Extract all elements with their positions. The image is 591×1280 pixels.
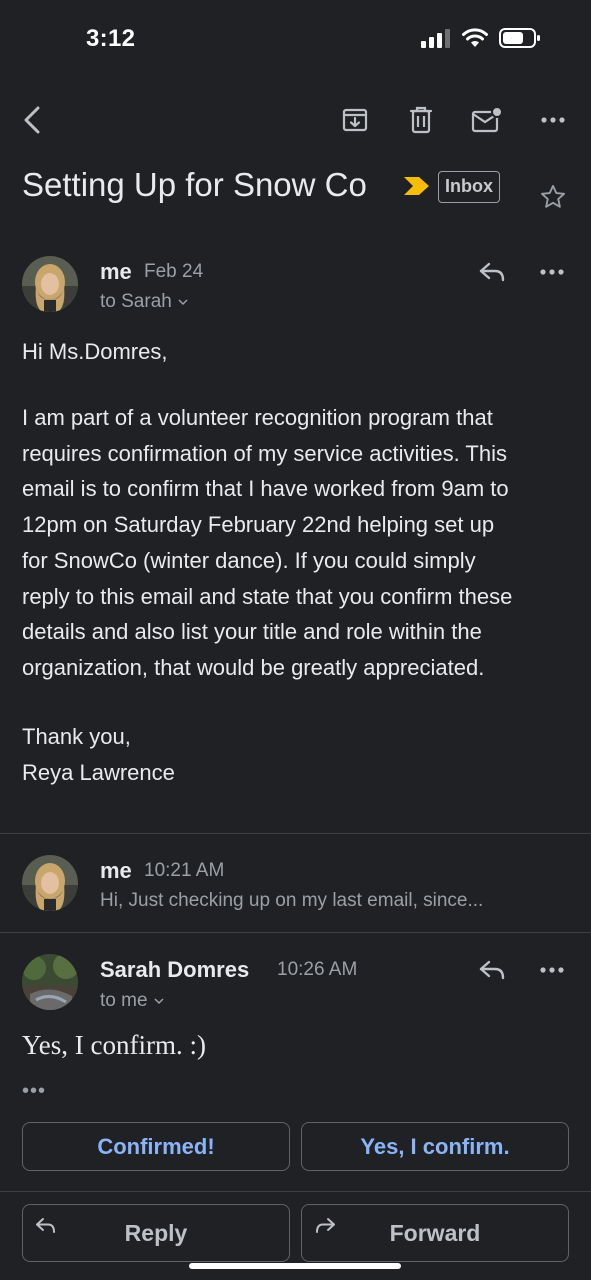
message-signature: Reya Lawrence	[22, 760, 175, 785]
reply-icon	[478, 959, 506, 981]
body-line: 12pm on Saturday February 22nd helping set up	[22, 512, 495, 538]
chevron-down-icon	[154, 997, 164, 1005]
star-icon	[539, 183, 567, 211]
body-line: email is to confirm that I have worked from 9am to	[22, 476, 509, 502]
show-trimmed-content-button[interactable]: •••	[22, 1080, 47, 1102]
body-line: details and also list your title and role within the	[22, 619, 482, 645]
message-date: Feb 24	[144, 261, 204, 282]
reply-icon	[35, 1217, 57, 1235]
avatar	[22, 954, 78, 1010]
recipient-details-toggle[interactable]	[100, 990, 164, 1012]
recipient-label: to me	[100, 990, 148, 1011]
body-line: requires confirmation of my service activities. This	[22, 440, 507, 466]
body-line: I am part of a volunteer recognition program that	[22, 405, 493, 430]
message-more-button[interactable]	[532, 252, 572, 292]
profile-photo	[22, 954, 78, 1010]
collapsed-message[interactable]	[0, 834, 591, 932]
cellular-signal-icon	[421, 28, 451, 48]
email-subject: Setting Up for Snow Co	[22, 166, 367, 203]
sender-name: me	[100, 259, 132, 284]
profile-photo	[22, 855, 78, 911]
message-greeting: Hi Ms.Domres,	[22, 339, 168, 364]
battery-icon	[499, 27, 541, 49]
message-divider	[0, 932, 591, 933]
home-indicator[interactable]	[189, 1263, 401, 1269]
profile-photo	[22, 256, 78, 312]
sender-name: me	[100, 858, 132, 883]
importance-icon	[403, 175, 430, 197]
message-time: 10:21 AM	[144, 860, 225, 881]
more-horizontal-icon	[540, 116, 566, 124]
chevron-left-icon	[22, 105, 42, 135]
reply-button[interactable]	[22, 1204, 290, 1262]
avatar	[22, 256, 78, 312]
back-button[interactable]	[14, 100, 50, 140]
mark-unread-icon	[471, 106, 503, 134]
body-line: organization, that would be greatly appreciated.	[22, 654, 485, 680]
trash-icon	[407, 105, 435, 135]
forward-icon	[314, 1217, 336, 1235]
body-line: for SnowCo (winter dance). If you could simply	[22, 547, 476, 573]
forward-label: Forward	[389, 1219, 481, 1246]
message-time: 10:26 AM	[277, 959, 358, 980]
reply-message-button[interactable]	[472, 950, 512, 990]
status-time: 3:12	[86, 25, 136, 52]
archive-button[interactable]	[337, 100, 373, 140]
reply-label: Reply	[124, 1219, 188, 1246]
sender-name: Sarah Domres	[100, 957, 250, 982]
actions-divider	[0, 1191, 591, 1192]
delete-button[interactable]	[403, 100, 439, 140]
message-snippet: Hi, Just checking up on my last email, since...	[100, 890, 484, 911]
wifi-icon	[461, 28, 489, 48]
importance-marker[interactable]	[403, 175, 430, 197]
message-more-button[interactable]	[532, 950, 572, 990]
star-button[interactable]	[536, 180, 570, 214]
archive-icon	[341, 106, 369, 134]
recipient-label: to Sarah	[100, 291, 172, 312]
label-badge[interactable]: Inbox	[438, 171, 500, 203]
forward-button[interactable]	[301, 1204, 569, 1262]
avatar	[22, 855, 78, 911]
more-horizontal-icon	[539, 268, 565, 276]
message-signoff: Thank you,	[22, 724, 131, 749]
recipient-details-toggle[interactable]	[100, 291, 188, 313]
reply-body: Yes, I confirm. :)	[22, 1030, 206, 1060]
more-horizontal-icon	[539, 966, 565, 974]
reply-message-button[interactable]	[472, 252, 512, 292]
status-icons	[421, 27, 541, 49]
more-options-button[interactable]	[535, 100, 571, 140]
message-body	[22, 400, 582, 686]
smart-reply-yes-confirm[interactable]: Yes, I confirm.	[301, 1122, 569, 1171]
mark-unread-button[interactable]	[469, 100, 505, 140]
reply-icon	[478, 261, 506, 283]
smart-reply-confirmed[interactable]: Confirmed!	[22, 1122, 290, 1171]
body-line: reply to this email and state that you confirm these	[22, 583, 513, 609]
chevron-down-icon	[178, 298, 188, 306]
